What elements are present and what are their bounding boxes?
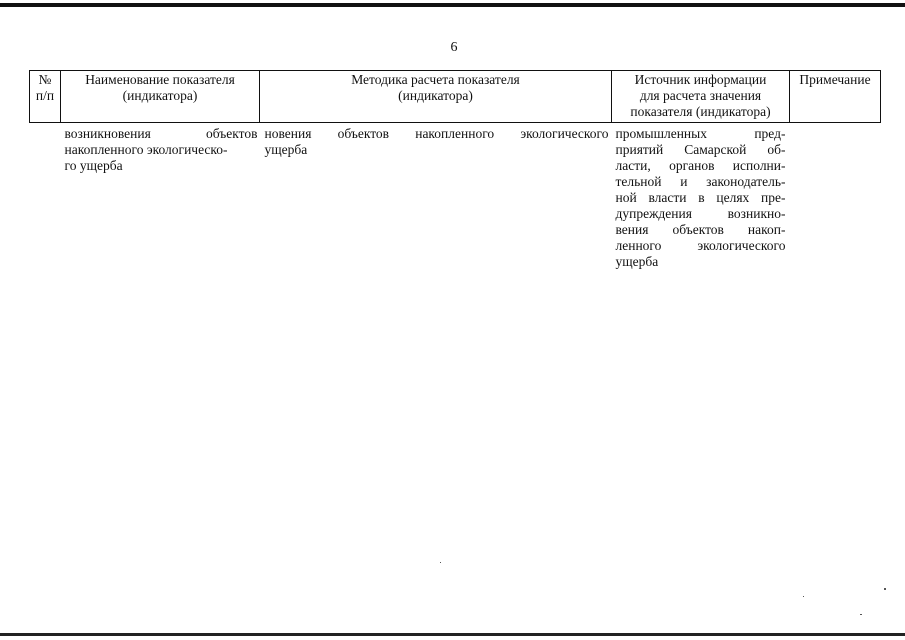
table-row [30, 123, 881, 271]
text-line: возникновения объектов [64, 126, 258, 141]
header-method [260, 71, 612, 123]
header-number-line1: № [38, 72, 52, 87]
header-indicator-name-line2: (индикатора) [122, 88, 198, 103]
text-line: ленного экологического [615, 238, 786, 253]
header-note-line1: Примечание [799, 72, 871, 87]
header-source [612, 71, 790, 123]
text-line: дупреждения возникно- [615, 206, 786, 221]
header-number-line2: п/п [35, 88, 55, 103]
page-number: 6 [450, 40, 458, 55]
text-line: новения объектов накопленного экологического [264, 126, 609, 141]
scan-speck [803, 596, 804, 597]
header-method-line2: (индикатора) [398, 88, 473, 103]
text-line: го ущерба [64, 158, 123, 173]
text-line: промышленных пред- [615, 126, 786, 141]
header-indicator-name-line1: Наименование показателя [85, 72, 235, 87]
header-source-line2: для расчета значения [639, 88, 762, 103]
text-line: ной власти в целях пре- [615, 190, 786, 205]
cell-method [260, 123, 612, 271]
text-line: ущерба [615, 254, 659, 269]
cell-note [790, 123, 881, 271]
scan-speck [860, 614, 862, 615]
text-line: вения объектов накоп- [615, 222, 786, 237]
header-indicator-name [61, 71, 260, 123]
header-note [790, 71, 881, 123]
cell-source [612, 123, 790, 271]
text-line: накопленного экологическо- [64, 142, 228, 157]
scan-speck [440, 562, 441, 563]
header-method-line1: Методика расчета показателя [351, 72, 520, 87]
text-line: тельной и законодатель- [615, 174, 786, 189]
table-header [30, 71, 881, 123]
top-border-line [0, 3, 905, 7]
bottom-border-line [0, 633, 905, 636]
text-line: ущерба [264, 142, 308, 157]
scan-speck [884, 588, 886, 590]
text-line: приятий Самарской об- [615, 142, 786, 157]
indicator-table [29, 70, 881, 270]
header-source-line1: Источник информации [634, 72, 767, 87]
header-number [30, 71, 61, 123]
text-line: ласти, органов исполни- [615, 158, 786, 173]
cell-number [30, 123, 61, 271]
cell-indicator-name [61, 123, 260, 271]
header-source-line3: показателя (индикатора) [630, 104, 771, 119]
